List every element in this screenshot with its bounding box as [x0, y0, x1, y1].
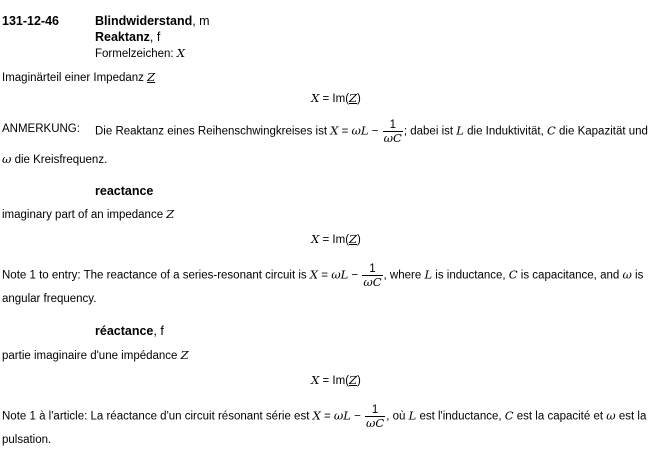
fr-note-line-2 — [2, 434, 51, 446]
de-term-1-text: Blindwiderstand — [95, 14, 193, 28]
fr-formula-arg: Z — [349, 373, 358, 387]
en-rf-eq: = — [318, 269, 332, 282]
de-symbol: X — [176, 46, 185, 60]
fr-formula — [0, 373, 672, 387]
de-note-omega: ω — [2, 152, 12, 166]
de-note-line-1-body — [95, 119, 648, 144]
en-formula-lhs: X — [311, 232, 320, 246]
en-note-L: L — [424, 267, 433, 282]
de-rf-lhs: X — [330, 123, 339, 138]
fr-note-text-3: est l'inductance, — [416, 410, 505, 423]
en-note-text-3: is inductance, — [432, 269, 509, 282]
en-rf-minus: − — [348, 269, 362, 282]
de-formula-close: ) — [357, 93, 361, 105]
fr-rf-eq: = — [320, 410, 334, 423]
fr-formula-close: ) — [357, 375, 361, 387]
de-rf-eq: = — [338, 125, 352, 138]
fr-note-line-1 — [2, 404, 646, 429]
de-note-text-1: Die Reaktanz eines Reihenschwingkreises ist — [95, 125, 331, 138]
de-term-2 — [95, 30, 160, 44]
de-rf-fraction — [383, 119, 403, 144]
de-note-label: ANMERKUNG: — [2, 123, 80, 135]
de-rf-num: 1 — [383, 119, 403, 132]
fr-definition — [2, 348, 189, 362]
fr-note-text-5: est la — [615, 410, 647, 423]
de-rf-L: L — [360, 123, 369, 138]
de-note-line-1 — [2, 123, 80, 135]
de-definition-symbol: Z — [147, 70, 156, 84]
en-rf-den: ωC — [363, 275, 382, 289]
en-reactance-formula — [310, 263, 384, 288]
de-note-C: C — [547, 123, 556, 138]
en-note-text-5: is — [631, 269, 644, 282]
fr-rf-fraction — [365, 404, 385, 429]
fr-rf-num: 1 — [365, 404, 385, 417]
fr-term — [95, 324, 164, 338]
en-definition-symbol: Z — [166, 207, 175, 221]
fr-rf-L: L — [343, 408, 351, 423]
de-note-text-3: die Induktivität, — [463, 125, 548, 138]
en-formula — [0, 232, 672, 246]
fr-note-text-1: Note 1 à l'article: La réactance d'un circuit résonant série est — [2, 410, 313, 423]
de-symbol-line — [95, 46, 185, 60]
de-note-line-2 — [2, 152, 107, 166]
en-rf-L: L — [340, 267, 349, 282]
de-symbol-label: Formelzeichen: — [95, 48, 177, 60]
fr-note-C: C — [504, 408, 514, 423]
fr-note-omega: ω — [606, 408, 616, 423]
en-rf-omega: ω — [331, 267, 341, 282]
en-note-text-6: angular frequency. — [2, 293, 97, 305]
fr-term-gender: , f — [153, 324, 164, 338]
en-note-C: C — [508, 267, 518, 282]
en-term: reactance — [95, 184, 154, 198]
de-definition-text: Imaginärteil einer Impedanz — [2, 72, 148, 84]
de-definition — [2, 70, 155, 84]
fr-rf-lhs: X — [312, 408, 321, 423]
fr-rf-den: ωC — [366, 416, 385, 430]
de-term-2-gender: , f — [149, 30, 161, 44]
fr-note-text-2: , où — [386, 410, 409, 423]
de-term-1-gender: , m — [192, 14, 210, 28]
de-formula-arg: Z — [349, 91, 358, 105]
de-note-text-4: die Kapazität und — [555, 125, 648, 138]
en-formula-arg: Z — [349, 232, 358, 246]
de-reactance-formula — [330, 119, 404, 144]
fr-rf-minus: − — [350, 410, 365, 423]
fr-formula-lhs: X — [311, 373, 320, 387]
de-note-text-2: ; dabei ist — [403, 125, 457, 138]
de-rf-minus: − — [368, 125, 382, 138]
de-formula-eq: = Im( — [319, 93, 350, 105]
en-rf-fraction — [362, 263, 382, 288]
fr-note-text-6: pulsation. — [2, 434, 52, 446]
fr-term-text: réactance — [95, 324, 154, 338]
en-definition-text: imaginary part of an impedance — [2, 209, 167, 221]
de-formula-lhs: X — [311, 91, 320, 105]
de-rf-den: ωC — [383, 131, 402, 145]
en-note-omega: ω — [622, 267, 632, 282]
entry-number: 131-12-46 — [2, 14, 59, 28]
en-note-text-4: is capacitance, and — [517, 269, 623, 282]
de-rf-omega: ω — [351, 123, 361, 138]
fr-definition-text: partie imaginaire d'une impédance — [2, 350, 181, 362]
fr-reactance-formula — [313, 404, 387, 429]
en-rf-lhs: X — [309, 267, 319, 282]
de-note-L: L — [456, 123, 464, 138]
en-definition — [2, 207, 174, 221]
en-formula-eq: = Im( — [319, 234, 350, 246]
en-note-text-2: , where — [383, 269, 425, 282]
en-note-line-1 — [2, 263, 643, 288]
fr-rf-omega: ω — [333, 408, 344, 423]
fr-note-text-4: est la capacité et — [513, 410, 607, 423]
fr-note-L: L — [408, 408, 417, 423]
de-note-text-5: die Kreisfrequenz. — [11, 154, 108, 166]
en-note-line-2 — [2, 293, 96, 305]
en-note-text-1: Note 1 to entry: The reactance of a series-resonant circuit is — [2, 269, 310, 282]
de-term-2-text: Reaktanz — [95, 30, 150, 44]
en-rf-num: 1 — [362, 263, 382, 276]
en-formula-close: ) — [357, 234, 361, 246]
fr-definition-symbol: Z — [180, 348, 189, 362]
fr-formula-eq: = Im( — [319, 375, 350, 387]
de-term-1 — [95, 14, 210, 28]
de-formula — [0, 91, 672, 105]
